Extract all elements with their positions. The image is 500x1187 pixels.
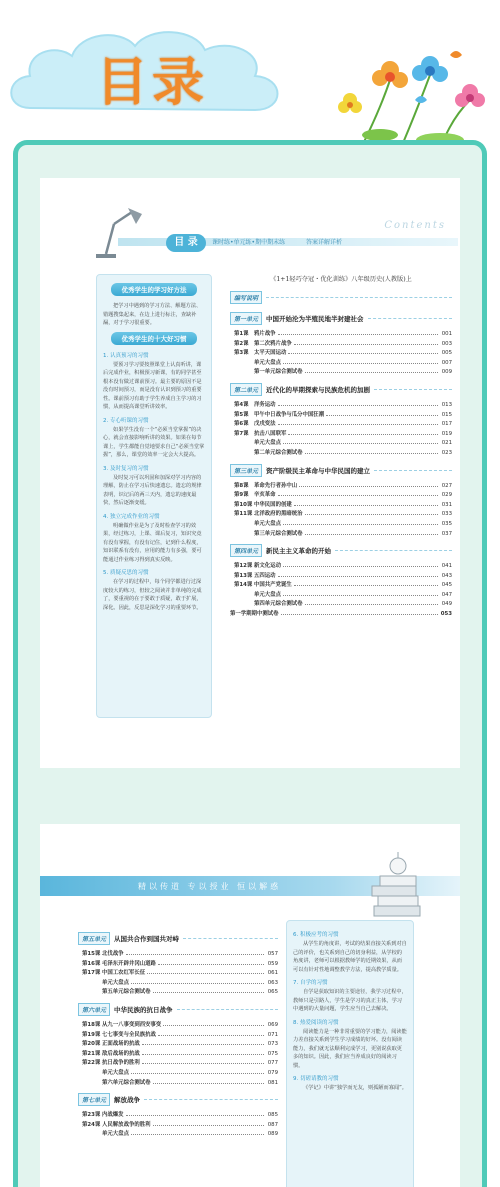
toc-lesson-number: 第14课 (234, 582, 253, 589)
leader-dots (283, 358, 438, 364)
leader-dots (326, 410, 438, 416)
toc-entry-name: 单元大盘点 (254, 520, 281, 527)
leader-dots (288, 348, 438, 354)
toc-lesson-number: 第6课 (234, 421, 249, 428)
toc-entry-name: 单元大盘点 (102, 979, 129, 986)
leader-dots (283, 519, 438, 525)
toc-entry-name: 正面战场的抗战 (102, 1041, 140, 1048)
toc-entry-page: 017 (441, 421, 452, 428)
leader-dots (305, 448, 438, 454)
habit-heading: 6. 积极应考的习惯 (293, 932, 339, 938)
toc-row[interactable] (230, 339, 452, 349)
leader-dots (278, 329, 438, 335)
habit-heading: 4. 独立完成作业的习惯 (103, 513, 160, 520)
toc-entry-name: 甲午中日战争与瓜分中国狂潮 (254, 411, 325, 418)
toc-lesson-number: 第10课 (234, 501, 253, 508)
toc-entry-page: 013 (441, 401, 452, 408)
toc-entry-name: 第三单元综合测试卷 (254, 530, 303, 537)
habit-heading: 3. 及时复习的习惯 (103, 465, 149, 472)
leader-dots (163, 1020, 264, 1026)
unit-header[interactable] (230, 383, 452, 396)
toc-entry-page: 059 (267, 960, 278, 967)
unit-number: 第六单元 (78, 1003, 110, 1016)
toc-entry-name: 第一单元综合测试卷 (254, 369, 303, 376)
toc-entry-name: 单元大盘点 (254, 440, 281, 447)
toc-row[interactable] (230, 329, 452, 339)
toc-entry-name: 革命先行者孙中山 (254, 482, 298, 489)
habit-text: 及时复习可以巩固和加深对学习内容的理解，防止在学习后快速遗忘。遗忘的规律表明，识记后的两三天内，遗忘的速度最快，然后逐渐变缓。 (103, 474, 202, 506)
habit-text: 自学是获取知识的主要途径，我学习过程中，教师只是引路人，学生是学习的真正主体，学习中遇到的大量问题，学生应当自己去解决。 (293, 989, 407, 1012)
toc-entry-name: 北洋政府的黑暗统治 (254, 511, 303, 518)
toc-entry-page: 031 (441, 501, 452, 508)
unit-number: 第二单元 (230, 383, 262, 396)
toc-row-final-exam[interactable] (230, 609, 452, 619)
toc-entry-page: 087 (267, 1121, 278, 1128)
toc-entry-name: 人民解放战争的胜利 (102, 1121, 151, 1128)
toc-entry-name: 五四运动 (254, 572, 276, 579)
leader-dots (305, 509, 438, 515)
toc-lesson-number: 第21课 (82, 1050, 101, 1057)
sidebar-title-methods: 优秀学生的学习好方法 (111, 283, 197, 296)
leader-dots (142, 1049, 264, 1055)
leader-dots (305, 367, 438, 373)
leader-dots (131, 978, 264, 984)
toc-entry-page: 023 (441, 449, 452, 456)
leader-dots (278, 571, 438, 577)
banner-title: 目 录 (166, 234, 206, 252)
leader-dots (153, 987, 264, 993)
toc-entry-name: 单元大盘点 (254, 591, 281, 598)
toc-lesson-number: 第22课 (82, 1060, 101, 1067)
unit-header[interactable] (230, 464, 452, 477)
toc-lesson-number: 第5课 (234, 411, 249, 418)
desk-lamp-icon (88, 202, 148, 262)
toc-lesson-number: 第17课 (82, 970, 101, 977)
toc-entry-name: 戊戌变法 (254, 421, 276, 428)
toc-lesson-number: 第9课 (234, 492, 249, 499)
toc-row[interactable] (230, 500, 452, 510)
page-title: 目录 (96, 53, 209, 113)
toc-row[interactable] (230, 561, 452, 571)
toc-row[interactable] (230, 358, 452, 368)
toc-row[interactable] (78, 1129, 278, 1139)
leader-dots (278, 490, 438, 496)
divider (374, 389, 452, 390)
habit-heading: 2. 专心听课的习惯 (103, 417, 149, 424)
toc-row[interactable] (230, 519, 452, 529)
leader-dots (126, 1110, 264, 1116)
unit-number: 第三单元 (230, 464, 262, 477)
toc-row[interactable] (230, 580, 452, 590)
toc-page-1 (40, 178, 460, 768)
leader-dots (158, 1030, 264, 1036)
leader-dots (305, 529, 438, 535)
divider (368, 318, 452, 319)
toc-entry-name: 单元大盘点 (254, 359, 281, 366)
toc-lesson-number: 第19课 (82, 1031, 101, 1038)
toc-row[interactable] (78, 1030, 278, 1040)
leader-dots (278, 419, 438, 425)
leader-dots (283, 438, 438, 444)
toc-entry-page: 033 (441, 511, 452, 518)
toc-row[interactable] (230, 367, 452, 377)
unit-header[interactable] (78, 932, 278, 945)
toc-entry-page: 009 (441, 369, 452, 376)
toc-row[interactable] (78, 1020, 278, 1030)
toc-row[interactable] (78, 959, 278, 969)
unit-number: 第七单元 (78, 1093, 110, 1106)
preface-entry[interactable] (230, 291, 452, 304)
toc-row[interactable] (230, 529, 452, 539)
toc-entry-page: 063 (267, 979, 278, 986)
banner-subtitle: 课时练•单元练•期中期末练 (212, 239, 286, 246)
unit-header[interactable] (78, 1003, 278, 1016)
habit-text: 要预习学习要按照课堂上认真听讲，课后完成作业，积极预习新课，有的同学甚至根本没有做过课前预习。最主要的原因不是没有时间预习，而是没有认识到预习的重要性。课前预习有助于学生养成自主学习的习惯，从而提高课堂听讲效率。 (103, 361, 202, 410)
toc-lesson-number: 第23课 (82, 1112, 101, 1119)
unit-number: 第四单元 (230, 544, 262, 557)
toc-row[interactable] (78, 987, 278, 997)
toc-lesson-number: 第15课 (82, 951, 101, 957)
toc-row[interactable] (230, 429, 452, 439)
toc-entry-page: 021 (441, 440, 452, 447)
toc-entry-page: 019 (441, 430, 452, 437)
toc-entry-page: 029 (441, 492, 452, 499)
toc-row[interactable] (78, 978, 278, 988)
toc-entry-page: 043 (441, 572, 452, 579)
toc-lesson-number: 第13课 (234, 572, 253, 579)
habit-heading: 8. 热爱阅读的习惯 (293, 1019, 339, 1026)
divider (374, 470, 452, 471)
habit-heading: 1. 认真预习的习惯 (103, 352, 149, 359)
toc-entry-name: 第二次鸦片战争 (254, 340, 292, 347)
toc-lesson-number: 第12课 (234, 563, 253, 570)
unit-title: 资产阶级民主革命与中华民国的建立 (266, 466, 371, 475)
toc-entry-page: 079 (267, 1069, 278, 1076)
toc-row[interactable] (78, 1078, 278, 1088)
toc-entry-name: 太平天国运动 (254, 350, 287, 357)
toc-lesson-number: 第3课 (234, 350, 249, 357)
toc-row[interactable] (230, 400, 452, 410)
toc-entry-name: 单元大盘点 (102, 1069, 129, 1076)
toc-lesson-number: 第20课 (82, 1041, 101, 1048)
toc-entry-page: 069 (267, 1021, 278, 1028)
toc-row[interactable] (78, 1120, 278, 1130)
toc-row[interactable] (230, 410, 452, 420)
toc-entry-page: 049 (441, 601, 452, 608)
divider (144, 1099, 278, 1100)
toc-entry-page: 005 (441, 350, 452, 357)
leader-dots (305, 599, 438, 605)
toc-entry-name: 北伐战争 (102, 951, 124, 957)
toc-entry-page: 047 (441, 591, 452, 598)
toc-entry-page: 037 (441, 530, 452, 537)
unit-title: 近代化的早期探索与民族危机的加剧 (266, 385, 371, 394)
book-stack-icon (366, 852, 426, 922)
habit-text: 明确做作业是为了及时检查学习的效果，经过练习，上课、课后复习，知识究竟有没有掌握，有没有记住，记到什么程度，知识联系有没有，应用的能力有多强，要可能通过作业练习得到真实反映。 (103, 522, 202, 563)
toc-entry-page: 041 (441, 563, 452, 570)
divider (177, 1009, 278, 1010)
toc-entry-page: 065 (267, 989, 278, 996)
leader-dots (294, 500, 438, 506)
sidebar-intro: 把学习中遇到的学习方法、解题方法、错题搜集起来，在边上进行标注，查缺补漏，对于学习很重要。 (103, 303, 202, 326)
habit-text: 《学记》中讲“独学而无友，则孤陋而寡闻”。 (303, 1085, 407, 1091)
toc-entry-page: 053 (440, 611, 452, 618)
unit-title: 新民主主义革命的开始 (266, 547, 332, 556)
toc-entry-name: 中国工农红军长征 (102, 970, 146, 977)
divider (335, 550, 452, 551)
book-title: 《1+1轻巧夺冠・优化训练》八年级历史(人教版)上 (270, 276, 412, 283)
toc-entry-name: 抗击八国联军 (254, 430, 287, 437)
toc-row[interactable] (78, 1068, 278, 1078)
toc-entry-page: 057 (267, 951, 278, 957)
toc-entry-name: 鸦片战争 (254, 331, 276, 337)
toc-entry-page: 061 (267, 970, 278, 977)
toc-row[interactable] (78, 949, 278, 959)
unit-title: 解放战争 (114, 1096, 141, 1105)
habit-text: 阅读能力是一种非常重要的学习能力，阅读能力差直接关系到学生学习成绩的好坏。没有阅读能力，我们就无法顺利完成学习，更别说获取更多的知识。因此，我们应当养成良好的阅读习惯。 (293, 1028, 407, 1069)
toc-row[interactable] (78, 1039, 278, 1049)
divider (183, 938, 278, 939)
toc-entry-name: 抗日战争的胜利 (102, 1060, 140, 1067)
habit-text: 从学生的角度讲，考试的结果直接关系到对自己的评价，也关系到自己的切身利益，从学校的角度讲，老师可以根据教师学的近期效果，从而可以有针对性地调整教学方法，提高教学质量。 (293, 941, 407, 973)
toc-entry-page: 075 (267, 1050, 278, 1057)
leader-dots (283, 590, 438, 596)
flowers-icon (320, 40, 490, 150)
toc-entry-page: 015 (441, 411, 452, 418)
unit-title: 中国开始沦为半殖民地半封建社会 (266, 315, 364, 323)
leader-dots (294, 580, 438, 586)
toc-lesson-number: 第1课 (234, 331, 249, 337)
toc-lesson-number: 第2课 (234, 340, 249, 347)
toc-entry-name: 从九一八事变到西安事变 (102, 1021, 162, 1028)
unit-header[interactable] (230, 312, 452, 325)
toc-list-2 (78, 926, 278, 1139)
toc-row[interactable] (230, 481, 452, 491)
toc-row[interactable] (230, 448, 452, 458)
unit-header[interactable] (230, 544, 452, 557)
leader-dots (142, 1039, 264, 1045)
toc-entry-name: 第五单元综合测试卷 (102, 989, 151, 996)
toc-lesson-number: 第11课 (234, 511, 253, 518)
toc-entry-name: 辛亥革命 (254, 492, 276, 499)
leader-dots (126, 949, 264, 955)
toc-entry-page: 045 (441, 582, 452, 589)
habit-heading: 7. 自学的习惯 (293, 980, 328, 986)
leader-dots (283, 561, 438, 567)
divider (266, 297, 452, 298)
toc-entry-name: 七七事变与全民族抗战 (102, 1031, 156, 1038)
toc-lesson-number: 第8课 (234, 482, 249, 489)
toc-entry-name: 洋务运动 (254, 401, 276, 408)
toc-entry-name: 第一学期期中测试卷 (230, 611, 279, 618)
toc-entry-name: 中华民国的创建 (254, 501, 292, 508)
unit-number: 第五单元 (78, 932, 110, 945)
banner-subtitle-answers: 答案详解详析 (306, 239, 343, 246)
toc-row[interactable] (230, 348, 452, 358)
toc-lesson-number: 第16课 (82, 960, 101, 967)
toc-entry-name: 新文化运动 (254, 563, 281, 570)
toc-entry-name: 内战爆发 (102, 1112, 124, 1119)
toc-entry-name: 第二单元综合测试卷 (254, 449, 303, 456)
toc-entry-page: 073 (267, 1041, 278, 1048)
toc-row[interactable] (230, 438, 452, 448)
toc-lesson-number: 第7课 (234, 430, 249, 437)
toc-row[interactable] (230, 590, 452, 600)
leader-dots (294, 339, 438, 345)
leader-dots (281, 609, 438, 615)
toc-entry-name: 第六单元综合测试卷 (102, 1079, 151, 1086)
toc-row[interactable] (230, 599, 452, 609)
toc-row[interactable] (78, 1110, 278, 1120)
toc-entry-page: 089 (267, 1131, 278, 1138)
leader-dots (299, 481, 438, 487)
toc-lesson-number: 第4课 (234, 401, 249, 408)
unit-header[interactable] (78, 1093, 278, 1106)
toc-row[interactable] (230, 509, 452, 519)
toc-entry-page: 081 (267, 1079, 278, 1086)
habit-text: 在学习的过程中，每个同学都进行过深度较大的练习，但较之阅读并非单纯的完成了，要重视的在于要敢于质疑，敢于扩展，深化。因此，反思是深化学习的重要环节。 (103, 579, 202, 611)
contents-banner (78, 234, 460, 248)
toc-row[interactable] (230, 490, 452, 500)
leader-dots (142, 1058, 264, 1064)
leader-dots (131, 1068, 264, 1074)
toc-lesson-number: 第24课 (82, 1121, 101, 1128)
habit-heading: 5. 质疑反思的习惯 (103, 570, 149, 576)
toc-entry-page: 071 (267, 1031, 278, 1038)
leader-dots (147, 968, 264, 974)
header (0, 0, 500, 140)
toc-entry-page: 001 (441, 331, 452, 337)
toc-entry-page: 077 (267, 1060, 278, 1067)
unit-number: 第一单元 (230, 312, 262, 325)
toc-entry-page: 003 (441, 340, 452, 347)
preface-label: 编写说明 (230, 291, 262, 304)
toc-list (230, 274, 452, 619)
toc-entry-name: 单元大盘点 (102, 1131, 129, 1138)
toc-row[interactable] (78, 968, 278, 978)
toc-entry-page: 035 (441, 520, 452, 527)
study-tips-sidebar (96, 274, 212, 718)
leader-dots (153, 1120, 264, 1126)
toc-lesson-number: 第18课 (82, 1021, 101, 1028)
toc-entry-name: 中国共产党诞生 (254, 582, 292, 589)
toc-row[interactable] (230, 571, 452, 581)
habit-text: 如果学生没有一个“必须当堂掌握”的决心，就会直接影响听讲的效果。如果在每节课上，学生都能自觉地要求自己“必须当堂掌握”，那么，课堂的效率一定会大大提高。 (103, 426, 205, 458)
toc-page-2 (40, 824, 460, 1187)
sidebar-title-habits: 优秀学生的十大好习惯 (111, 332, 197, 345)
toc-entry-page: 085 (267, 1112, 278, 1119)
unit-title: 中华民族的抗日战争 (114, 1005, 173, 1014)
toc-entry-name: 敌后战场的抗战 (102, 1050, 140, 1057)
leader-dots (288, 429, 438, 435)
toc-entry-page: 007 (441, 359, 452, 366)
unit-title: 从国共合作到国共对峙 (114, 935, 180, 943)
toc-row[interactable] (78, 1058, 278, 1068)
toc-row[interactable] (78, 1049, 278, 1059)
leader-dots (131, 1129, 264, 1135)
habit-heading: 9. 切磋请教的习惯 (293, 1076, 339, 1082)
leader-dots (278, 400, 438, 406)
toc-entry-name: 第四单元综合测试卷 (254, 601, 303, 608)
study-tips-sidebar-2 (286, 920, 414, 1187)
leader-dots (153, 1078, 264, 1084)
leader-dots (158, 959, 264, 965)
contents-watermark: Contents (384, 220, 446, 231)
toc-entry-name: 毛泽东开辟井冈山道路 (102, 960, 156, 967)
motto-text: 精以传道 专以授业 恒以解惑 (138, 882, 282, 891)
toc-entry-page: 027 (441, 482, 452, 489)
toc-row[interactable] (230, 419, 452, 429)
